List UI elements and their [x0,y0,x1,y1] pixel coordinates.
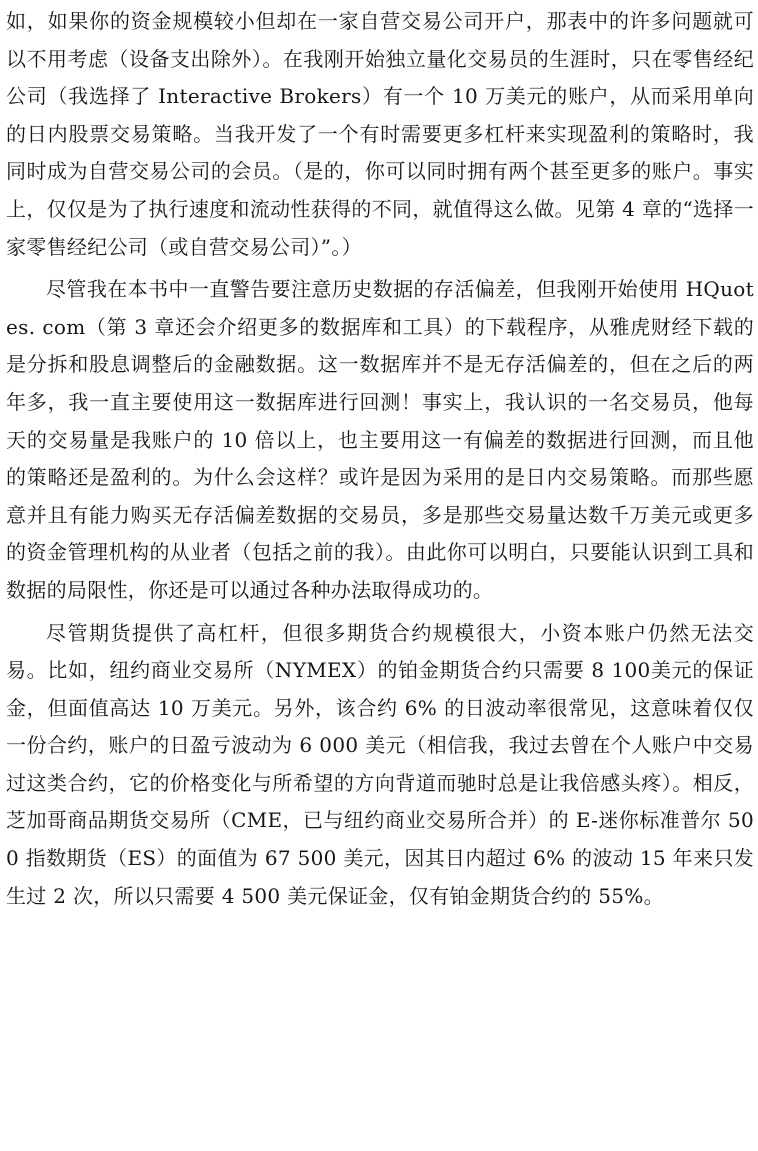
paragraph-futures-leverage: 尽管期货提供了高杠杆，但很多期货合约规模很大，小资本账户仍然无法交易。比如，纽约商业交易所（NYMEX）的铂金期货合约只需要 8 100美元的保证金，但面值高达 10 万美元。另外，该合约 6% 的日波动率很常见，这意味着仅仅一份合约，账户的日盈亏波动为 6 000 美元（相信我，我过去曾在个人账户中交易过这类合约，它的价格变化与所希望的方向背道而驰时总是让我倍感头疼）。相反，芝加哥商品期货交易所（CME，已与纽约商业交易所合并）的 E-迷你标准普尔 500 指数期货（ES）的面值为 67 500 美元，因其日内超过 6% 的波动 15 年来只发生过 2 次，所以只需要 4 500 美元保证金，仅有铂金期货合约的 55%。 [6,620,754,908]
paragraph-continuation: 如，如果你的资金规模较小但却在一家自营交易公司开户，那表中的许多问题就可以不用考虑（设备支出除外）。在我刚开始独立量化交易员的生涯时，只在零售经纪公司（我选择了 Interactive Brokers）有一个 10 万美元的账户，从而采用单向的日内股票交易策略。当我开发了一个有时需要更多杠杆来实现盈利的策略时，我同时成为自营交易公司的会员。（是的，你可以同时拥有两个甚至更多的账户。事实上，仅仅是为了执行速度和流动性获得的不同，就值得这么做。见第 4 章的“选择一家零售经纪公司（或自营交易公司）”。） [6,9,754,259]
paragraph-survivorship-bias: 尽管我在本书中一直警告要注意历史数据的存活偏差，但我刚开始使用 HQuotes. com（第 3 章还会介绍更多的数据库和工具）的下载程序，从雅虎财经下载的是分拆和股息调整后的金融数据。这一数据库并不是无存活偏差的，但在之后的两年多，我一直主要使用这一数据库进行回测！事实上，我认识的一名交易员，他每天的交易量是我账户的 10 倍以上，也主要用这一有偏差的数据进行回测，而且他的策略还是盈利的。为什么会这样？或许是因为采用的是日内交易策略。而那些愿意并且有能力购买无存活偏差数据的交易员，多是那些交易量达数千万美元或更多的资金管理机构的从业者（包括之前的我）。由此你可以明白，只要能认识到工具和数据的局限性，你还是可以通过各种办法取得成功的。 [6,277,754,602]
